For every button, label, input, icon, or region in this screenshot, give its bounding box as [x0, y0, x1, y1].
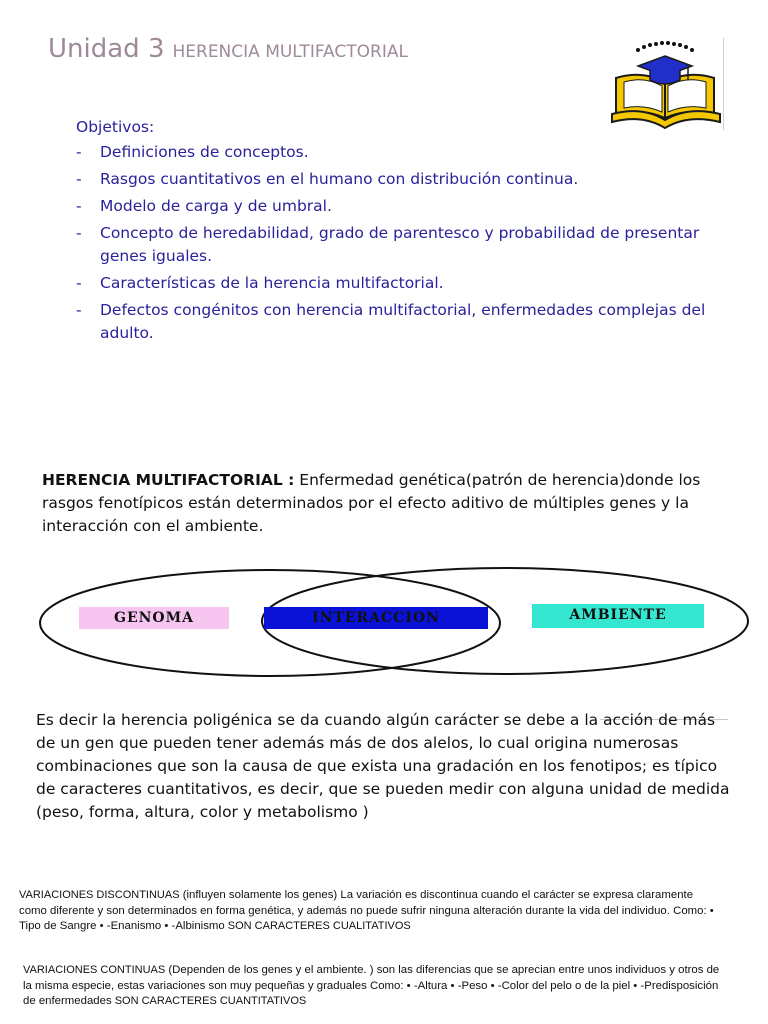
- list-item: [76, 299, 716, 345]
- objective-text: Concepto de heredabilidad, grado de parentesco y probabilidad de presentar genes iguales.: [100, 224, 700, 265]
- objective-text: Modelo de carga y de umbral.: [100, 197, 332, 215]
- list-item: [76, 195, 716, 218]
- continuous-text: son las diferencias que se aprecian entre unos individuos y otros de la misma especie, estas variaciones son muy pequeñas y graduales Como: • -Altura • -Peso • -Color del pelo o de la piel • -Predisposición de enfermedades: [23, 964, 720, 1007]
- continuous-variations-paragraph: [23, 963, 723, 1010]
- definition-text: Enfermedad genética(patrón de herencia)donde los rasgos fenotípicos están determinados por el efecto aditivo de múltiples genes y la interacción con el ambiente.: [42, 471, 701, 535]
- discontinuous-paren: (influyen solamente los genes): [179, 889, 338, 901]
- objective-text: Definiciones de conceptos.: [100, 143, 309, 161]
- definition-term: HERENCIA MULTIFACTORIAL :: [42, 471, 295, 489]
- list-item: [76, 141, 716, 164]
- continuous-paren: (Dependen de los genes y el ambiente. ): [165, 964, 374, 976]
- list-item: [76, 272, 716, 295]
- discontinuous-tail: SON CARACTERES CUALITATIVOS: [224, 920, 411, 932]
- stars-arc: [636, 41, 694, 52]
- list-item: [76, 222, 716, 268]
- discontinuous-variations-paragraph: [19, 888, 719, 935]
- title-subtitle: HERENCIA MULTIFACTORIAL: [172, 42, 408, 62]
- genoma-label: GENOMA: [79, 607, 229, 629]
- objectives-heading: Objetivos:: [76, 118, 155, 136]
- polygenic-paragraph: Es decir la herencia poligénica se da cuando algún carácter se debe a la acción de más de un gen que pueden tener además más de dos alelos, lo cual origina numerosas combinaciones que son la causa de que exista una gradación en los fenotipos; es típico de caracteres cuantitativos, es decir, que se pueden medir con alguna unidad de medida (peso, forma, altura, color y metabolismo ): [36, 711, 730, 821]
- bullet-dash: -: [76, 224, 82, 242]
- continuous-tail: SON CARACTERES CUANTITATIVOS: [111, 995, 307, 1007]
- objective-text: Características de la herencia multifactorial.: [100, 274, 444, 292]
- bullet-dash: -: [76, 170, 82, 188]
- bullet-dash: -: [76, 197, 82, 215]
- interaccion-label: INTERACCION: [264, 607, 488, 629]
- objective-text: Rasgos cuantitativos en el humano con distribución continua.: [100, 170, 579, 188]
- continuous-heading: VARIACIONES CONTINUAS: [23, 964, 166, 976]
- page-title: [48, 34, 408, 64]
- bullet-dash: -: [76, 274, 82, 292]
- title-unit: Unidad 3: [48, 34, 165, 64]
- ambiente-label: AMBIENTE: [532, 604, 704, 628]
- discontinuous-text: La variación es discontinua cuando el carácter se expresa claramente como diferente y son determinados en forma genética, y además no puede sufrir ninguna alteración durante la vida del individuo. Como: • Tipo de Sangre • -Enanismo • -Albinismo: [19, 889, 714, 932]
- discontinuous-heading: VARIACIONES DISCONTINUAS: [19, 889, 180, 901]
- objectives-list: [76, 141, 716, 345]
- list-item: [76, 168, 716, 191]
- bullet-dash: -: [76, 143, 82, 161]
- definition-paragraph: [42, 469, 732, 538]
- bullet-dash: -: [76, 301, 82, 319]
- objectives-section: [76, 114, 716, 349]
- objective-text: Defectos congénitos con herencia multifactorial, enfermedades complejas del adulto.: [100, 301, 706, 342]
